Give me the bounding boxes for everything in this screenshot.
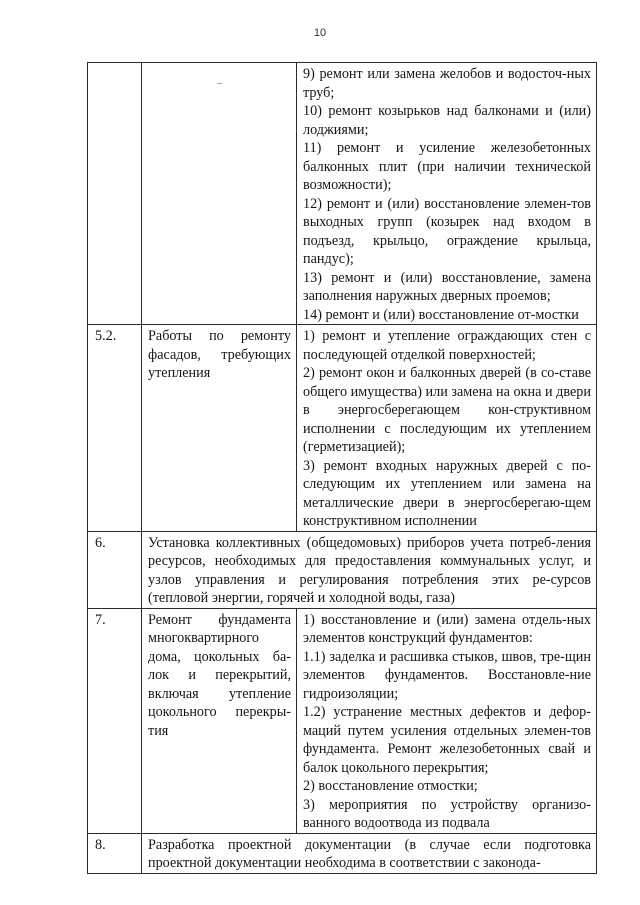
list-item: 1.1) заделка и расшивка стыков, швов, тре-щин элементов фундаментов. Восстановле-ние гидроизоляции; xyxy=(303,648,591,702)
list-item: 3) мероприятия по устройству организо-ванного водоотвода из подвала xyxy=(303,796,591,831)
works-table xyxy=(87,62,597,874)
row-items-cell xyxy=(297,63,597,325)
row-name-cell xyxy=(142,63,297,325)
list-item: 3) ремонт входных наружных дверей с по-следующим их утеплением или замена на металлические двери в энергосберегаю-щем конструктивном исполнении xyxy=(303,457,591,529)
list-item: 2) ремонт окон и балконных дверей (в со-ставе общего имущества) или замена на окна и двери в энергосберегающем кон-структивном исполнении с последующим их утеплением (герметизацией); xyxy=(303,365,591,455)
list-item: 13) ремонт и (или) восстановление, замена заполнения наружных дверных проемов; xyxy=(303,269,591,304)
page-number: 10 xyxy=(313,27,327,39)
table-row xyxy=(88,63,597,325)
row-number-cell: 7. xyxy=(88,608,142,833)
list-item: 1.2) устранение местных дефектов и дефор-маций путем усиления отдельных элемен-тов фундамента. Ремонт железобетонных свай и балок цокольного перекрытия; xyxy=(303,704,591,776)
list-item: 1) ремонт и утепление ограждающих стен с последующей отделкой поверхностей; xyxy=(303,328,591,363)
table-row xyxy=(88,531,597,608)
table-row xyxy=(88,325,597,532)
row-text: Разработка проектной документации (в случае если подготовка проектной документации необходима в соответствии с законода- xyxy=(148,836,591,871)
row-name-text: Работы по ремонту фасадов, требующих утепления xyxy=(148,328,291,381)
row-text: Установка коллективных (общедомовых) приборов учета потреб-ления ресурсов, необходимых для предоставления коммунальных услуг, и узлов управления и регулирования потребления этих ре-сурсов (тепловой энергии, горячей и холодной воды, газа) xyxy=(148,534,591,606)
dash-mark: _ xyxy=(217,74,222,85)
row-items-cell xyxy=(297,325,597,532)
row-number-cell: 8. xyxy=(88,833,142,873)
row-text-cell xyxy=(142,531,597,608)
list-item: 10) ремонт козырьков над балконами и (или) лоджиями; xyxy=(303,103,591,138)
list-item: 1) восстановление и (или) замена отдель-ных элементов конструкций фундаментов: xyxy=(303,611,591,646)
list-item: 14) ремонт и (или) восстановление от-мостки xyxy=(303,306,579,323)
list-item: 12) ремонт и (или) восстановление элемен-тов выходных групп (козырек над входом в подъезд, крыльцо, ограждение крыльца, пандус); xyxy=(303,195,591,267)
row-number-cell xyxy=(88,63,142,325)
row-name-cell xyxy=(142,325,297,532)
list-item: 11) ремонт и усиление железобетонных балконных плит (при наличии технической возможности); xyxy=(303,140,591,193)
list-item: 2) восстановление отмостки; xyxy=(303,778,478,794)
row-name-cell xyxy=(142,608,297,833)
table-row xyxy=(88,833,597,873)
row-items-cell xyxy=(297,608,597,833)
row-number-cell: 5.2. xyxy=(88,325,142,532)
row-text-cell xyxy=(142,833,597,873)
table-row xyxy=(88,608,597,833)
list-item: 9) ремонт или замена желобов и водосточ-ных труб; xyxy=(303,66,591,101)
row-name-text: Ремонт фундамента многоквартирного дома, цокольных ба-лок и перекрытий, включая утепление цокольного перекры-тия xyxy=(148,611,291,739)
row-number-cell: 6. xyxy=(88,531,142,608)
